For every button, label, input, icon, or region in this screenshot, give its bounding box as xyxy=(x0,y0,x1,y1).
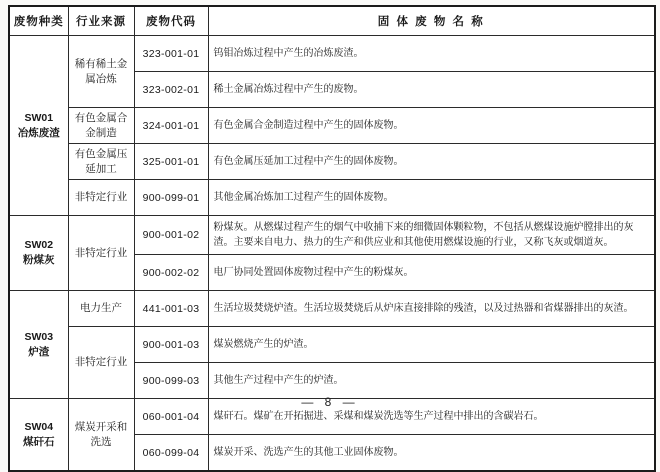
table-row xyxy=(9,108,655,144)
category-code: SW02 xyxy=(24,239,54,251)
industry-cell: 非特定行业 xyxy=(68,216,134,291)
col-header-waste-name: 固 体 废 物 名 称 xyxy=(208,6,655,36)
waste-code-cell: 900-001-02 xyxy=(134,216,208,255)
table-row xyxy=(9,291,655,327)
category-code: SW01 xyxy=(24,111,54,124)
category-code: SW03 xyxy=(24,330,54,343)
industry-cell: 非特定行业 xyxy=(68,180,134,216)
waste-code-cell: 900-099-03 xyxy=(134,363,208,399)
industry-cell: 有色金属压延加工 xyxy=(68,144,134,180)
category-cell xyxy=(9,399,68,472)
waste-description-cell: 稀土金属冶炼过程中产生的废物。 xyxy=(208,72,655,108)
category-name: 炉渣 xyxy=(28,345,50,358)
waste-code-cell: 900-099-01 xyxy=(134,180,208,216)
industry-cell: 非特定行业 xyxy=(68,327,134,399)
waste-description-cell: 煤炭燃烧产生的炉渣。 xyxy=(208,327,655,363)
table-header-row xyxy=(9,6,655,36)
waste-description-cell: 电厂协同处置固体废物过程中产生的粉煤灰。 xyxy=(208,255,655,291)
waste-code-cell: 325-001-01 xyxy=(134,144,208,180)
waste-code-cell: 323-001-01 xyxy=(134,36,208,72)
waste-code-cell: 900-001-03 xyxy=(134,327,208,363)
col-header-code: 废物代码 xyxy=(134,6,208,36)
category-name: 粉煤灰 xyxy=(23,254,55,266)
waste-description-cell: 粉煤灰。从燃煤过程产生的烟气中收捕下来的细微固体颗粒物，不包括从燃煤设施炉膛排出的灰渣。主要来自电力、热力的生产和供应业和其他使用燃煤设施的行业，又称飞灰或烟道灰。 xyxy=(208,216,655,255)
table-row xyxy=(9,216,655,255)
industry-cell: 有色金属合金制造 xyxy=(68,108,134,144)
category-cell xyxy=(9,36,68,216)
table-row xyxy=(9,327,655,363)
waste-description-cell: 钨钼冶炼过程中产生的冶炼废渣。 xyxy=(208,36,655,72)
waste-description-cell: 其他生产过程中产生的炉渣。 xyxy=(208,363,655,399)
waste-description-cell: 煤炭开采、洗选产生的其他工业固体废物。 xyxy=(208,435,655,472)
category-cell xyxy=(9,291,68,399)
waste-description-cell: 有色金属压延加工过程中产生的固体废物。 xyxy=(208,144,655,180)
industry-cell: 煤炭开采和洗选 xyxy=(68,399,134,472)
category-code: SW04 xyxy=(24,420,54,433)
waste-code-cell: 900-002-02 xyxy=(134,255,208,291)
table-row xyxy=(9,180,655,216)
category-name: 冶炼废渣 xyxy=(17,126,60,139)
col-header-industry: 行业来源 xyxy=(68,6,134,36)
waste-code-cell: 323-002-01 xyxy=(134,72,208,108)
table-row xyxy=(9,144,655,180)
waste-code-cell: 324-001-01 xyxy=(134,108,208,144)
waste-code-cell: 060-001-04 xyxy=(134,399,208,435)
category-cell xyxy=(9,216,68,291)
waste-description-cell: 生活垃圾焚烧炉渣。生活垃圾焚烧后从炉床直接排除的残渣，以及过热器和省煤器排出的灰渣。 xyxy=(208,291,655,327)
table-row xyxy=(9,36,655,72)
category-name: 煤矸石 xyxy=(23,435,55,448)
col-header-category: 废物种类 xyxy=(9,6,68,36)
waste-code-cell: 060-099-04 xyxy=(134,435,208,472)
industry-cell: 电力生产 xyxy=(68,291,134,327)
industry-cell: 稀有稀土金属冶炼 xyxy=(68,36,134,108)
waste-description-cell: 有色金属合金制造过程中产生的固体废物。 xyxy=(208,108,655,144)
waste-description-cell: 煤矸石。煤矿在开拓掘进、采煤和煤炭洗选等生产过程中排出的含碳岩石。 xyxy=(208,399,655,435)
waste-description-cell: 其他金属冶炼加工过程产生的固体废物。 xyxy=(208,180,655,216)
page-number: — 8 — xyxy=(301,395,359,409)
waste-code-cell: 441-001-03 xyxy=(134,291,208,327)
